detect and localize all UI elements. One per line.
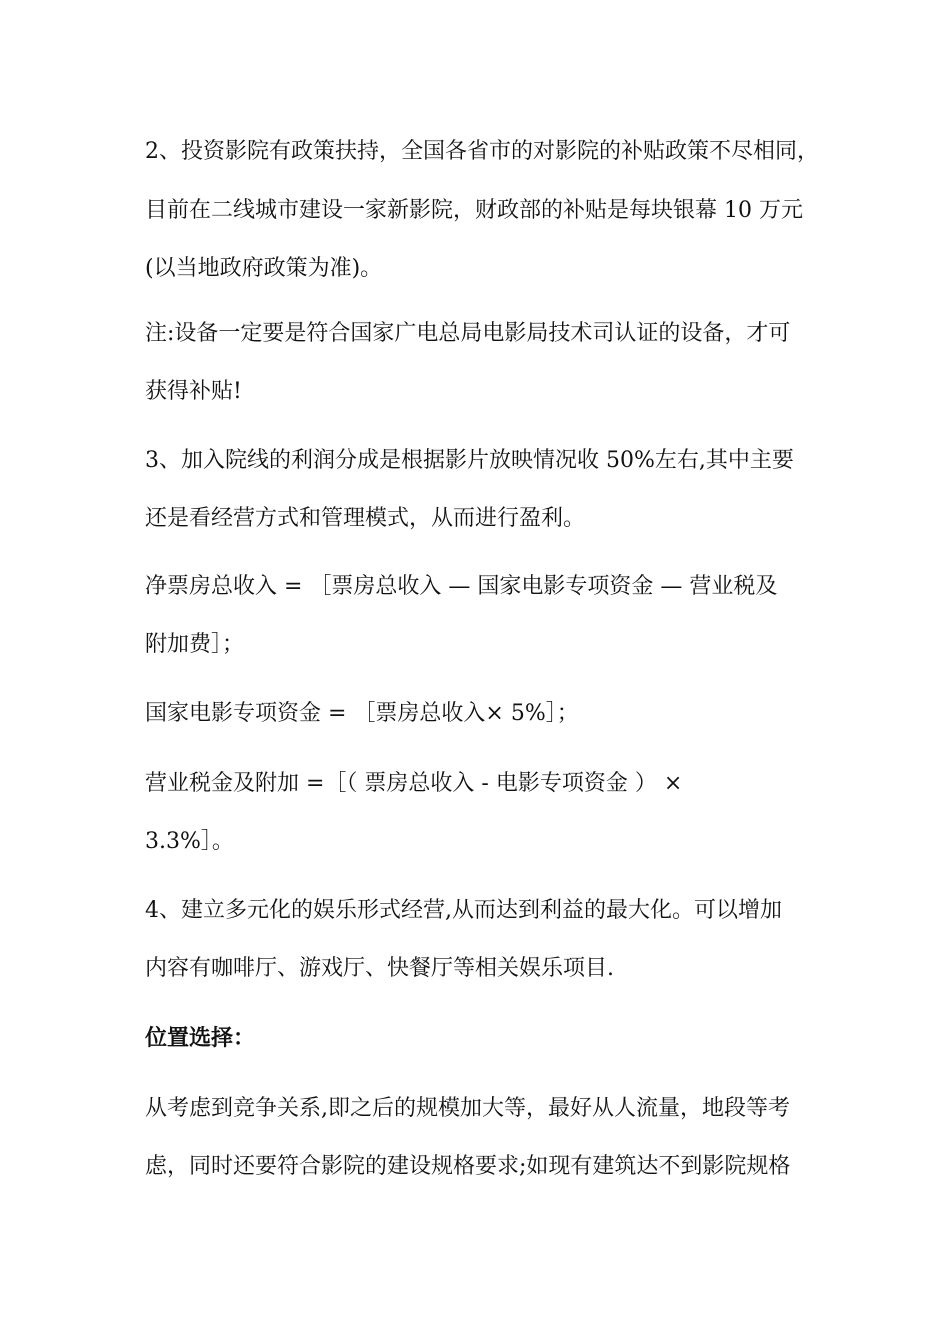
text-line-policy-2: 目前在二线城市建设一家新影院，财政部的补贴是每块银幕 10 万元 — [145, 198, 803, 223]
text-line-note-1: 注:设备一定要是符合国家广电总局电影局技术司认证的设备，才可 — [145, 321, 791, 346]
text-line-formula-net-1: 净票房总收入 = ［票房总收入 — 国家电影专项资金 — 营业税及 — [145, 574, 778, 599]
section-heading-location: 位置选择： — [145, 1025, 256, 1051]
text-line-formula-tax-2: 3.3%］。 — [145, 829, 234, 854]
text-line-profit-2: 还是看经营方式和管理模式，从而进行盈利。 — [145, 506, 586, 531]
text-line-location-2: 虑，同时还要符合影院的建设规格要求;如现有建筑达不到影院规格 — [145, 1154, 791, 1179]
text-line-note-2: 获得补贴! — [145, 379, 242, 404]
text-line-profit-1: 3、加入院线的利润分成是根据影片放映情况收 50%左右,其中主要 — [145, 448, 794, 473]
text-line-formula-fund: 国家电影专项资金 = ［票房总收入× 5%］； — [145, 701, 579, 726]
text-line-policy-1: 2、投资影院有政策扶持，全国各省市的对影院的补贴政策不尽相同， — [145, 139, 819, 164]
text-line-location-1: 从考虑到竞争关系,即之后的规模加大等，最好从人流量，地段等考 — [145, 1096, 790, 1121]
text-line-formula-net-2: 附加费］； — [145, 632, 245, 657]
text-line-diversify-1: 4、建立多元化的娱乐形式经营,从而达到利益的最大化。可以增加 — [145, 898, 782, 923]
text-line-diversify-2: 内容有咖啡厅、游戏厅、快餐厅等相关娱乐项目. — [145, 956, 614, 981]
text-line-policy-3: (以当地政府政策为准)。 — [145, 256, 383, 281]
text-line-formula-tax-1: 营业税金及附加 =［（ 票房总收入 - 电影专项资金 ） × — [145, 771, 683, 796]
